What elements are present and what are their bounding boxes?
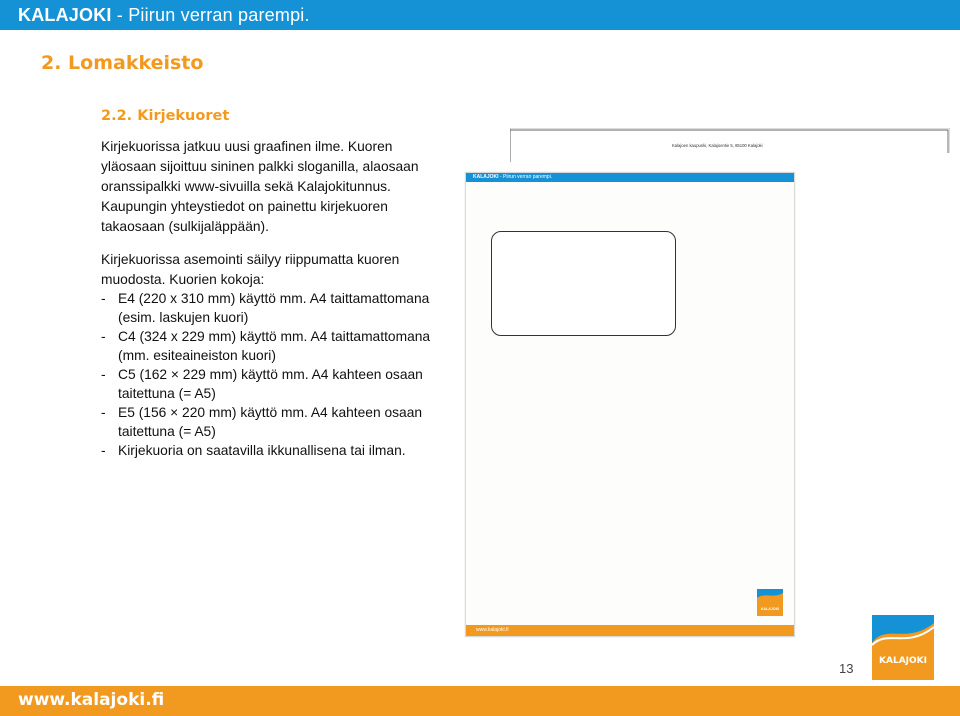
- envelope-top-bar: [466, 173, 794, 182]
- logo-text: KALAJOKI: [879, 656, 927, 666]
- envelope-kalajoki-logo-icon: [757, 589, 783, 616]
- kalajoki-logo-icon: [872, 615, 934, 680]
- envelope-logo-text: KALAJOKI: [760, 607, 780, 611]
- envelope-address-window: [491, 231, 676, 336]
- list-item: - C5 (162 × 229 mm) käyttö mm. A4 kahteen osaan taitettuna (= A5): [101, 365, 431, 403]
- envelope-slogan: - Piirun verran parempi.: [498, 174, 553, 180]
- list-item: - Kirjekuoria on saatavilla ikkunallisena tai ilman.: [101, 441, 431, 460]
- header-brand-name: KALAJOKI: [18, 5, 112, 25]
- section-title: 2. Lomakkeisto: [41, 52, 204, 74]
- layout-paragraph: Kirjekuorissa asemointi säilyy riippumatta kuoren muodosta. Kuorien kokoja:: [101, 252, 400, 287]
- header-slogan: - Piirun verran parempi.: [111, 5, 310, 25]
- list-item: - E5 (156 × 220 mm) käyttö mm. A4 kahteen osaan taitettuna (= A5): [101, 403, 431, 441]
- envelope-url: www.kalajoki.fi: [476, 627, 509, 633]
- envelope-top-text: [473, 174, 552, 180]
- list-item: - C4 (324 x 229 mm) käyttö mm. A4 taittamattomana (mm. esiteaineiston kuori): [101, 327, 431, 365]
- sub-title: 2.2. Kirjekuoret: [101, 108, 230, 124]
- envelope-brand: KALAJOKI: [473, 174, 499, 180]
- header-brand: [18, 5, 310, 26]
- header-bar: [0, 0, 960, 30]
- page-number: 13: [839, 661, 854, 676]
- intro-paragraph: Kirjekuorissa jatkuu uusi graafinen ilme. Kuoren yläosaan sijoittuu sininen palkki sloganilla, alaosaan oranssipalkki www-sivuilla sekä Kalajokitunnus. Kaupungin yhteystiedot on painettu kirjekuoren takaosaan (sulkijaläppään).: [101, 139, 419, 234]
- footer-url: www.kalajoki.fi: [18, 690, 165, 710]
- envelope-size-list: [101, 289, 431, 460]
- envelope-back-address: Kalajoen kaupunki, Kalajoentie 5, 85100 Kalajoki: [672, 143, 763, 148]
- list-item: - E4 (220 x 310 mm) käyttö mm. A4 taittamattomana (esim. laskujen kuori): [101, 289, 431, 327]
- envelope-bottom-bar: [466, 625, 794, 636]
- footer-bar: [0, 686, 960, 716]
- envelope-front: [465, 172, 795, 637]
